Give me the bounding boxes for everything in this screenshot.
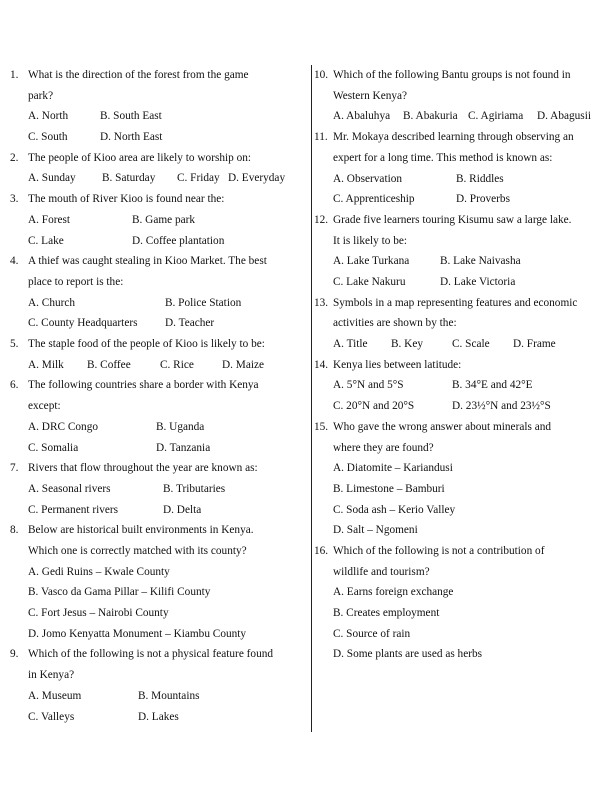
answer-option[interactable]: C. Apprenticeship	[333, 193, 415, 206]
question-1	[10, 65, 302, 148]
question-text: The following countries share a border with Kenya	[28, 379, 259, 392]
question-15	[314, 417, 608, 541]
answer-option[interactable]: D. Delta	[163, 503, 202, 516]
question-number: 5.	[10, 338, 19, 351]
answer-option[interactable]: B. Vasco da Gama Pillar – Kilifi County	[28, 586, 211, 599]
option-row	[10, 624, 302, 645]
option-row	[314, 272, 608, 293]
option-row	[314, 106, 608, 127]
question-text: Who gave the wrong answer about minerals and	[333, 420, 552, 433]
option-row	[10, 127, 302, 148]
option-row	[10, 231, 302, 252]
answer-option[interactable]: B. Key	[391, 338, 424, 351]
answer-option[interactable]: B. Mountains	[138, 689, 200, 702]
answer-option[interactable]: B. Game park	[132, 213, 196, 226]
answer-option[interactable]: B. Saturday	[102, 172, 156, 185]
question-number: 16.	[314, 544, 329, 557]
answer-option[interactable]: B. Creates employment	[333, 607, 440, 620]
option-row	[314, 500, 608, 521]
answer-option[interactable]: B. Limestone – Bamburi	[333, 482, 445, 495]
question-2	[10, 148, 302, 189]
question-10	[314, 65, 608, 127]
question-4	[10, 251, 302, 334]
question-text-continued: park?	[28, 89, 54, 102]
answer-option[interactable]: C. County Headquarters	[28, 317, 138, 330]
question-number: 1.	[10, 69, 19, 81]
option-row	[314, 458, 608, 479]
question-text: Rivers that flow throughout the year are known as:	[28, 462, 258, 475]
question-text: Below are historical built environments in Kenya.	[28, 524, 254, 537]
option-row	[10, 438, 302, 459]
option-row	[314, 169, 608, 190]
option-row	[10, 582, 302, 603]
answer-option[interactable]: D. Jomo Kenyatta Monument – Kiambu County	[28, 627, 247, 640]
option-row	[10, 707, 302, 728]
option-row	[10, 500, 302, 521]
answer-option[interactable]: A. Sunday	[28, 172, 76, 185]
question-6	[10, 375, 302, 458]
question-13	[314, 293, 608, 355]
question-7	[10, 458, 302, 520]
option-row	[10, 686, 302, 707]
answer-option[interactable]: C. Valleys	[28, 710, 75, 723]
option-row	[10, 417, 302, 438]
answer-option[interactable]: C. 20°N and 20°S	[333, 400, 415, 413]
answer-option[interactable]: B. Tributaries	[163, 482, 226, 495]
option-row	[10, 293, 302, 314]
question-text: Kenya lies between latitude:	[333, 358, 462, 371]
question-text: Symbols in a map representing features and economic	[333, 296, 578, 309]
question-text-continued: where they are found?	[333, 441, 434, 454]
answer-option[interactable]: B. 34°E and 42°E	[452, 379, 533, 392]
question-number: 11.	[314, 131, 328, 144]
question-14	[314, 355, 608, 417]
question-number: 13.	[314, 296, 329, 309]
question-number: 8.	[10, 524, 19, 537]
question-text-continued: It is likely to be:	[333, 234, 408, 247]
option-row	[314, 624, 608, 645]
question-text: Which of the following is not a physical feature found	[28, 648, 274, 661]
option-row	[10, 168, 302, 189]
answer-option[interactable]: A. Forest	[28, 213, 71, 226]
question-number: 6.	[10, 379, 19, 392]
question-9	[10, 644, 302, 727]
option-row	[10, 313, 302, 334]
answer-option[interactable]: B. Police Station	[165, 296, 242, 309]
answer-option[interactable]: A. Observation	[333, 172, 403, 185]
answer-option[interactable]: D. Lakes	[138, 710, 179, 723]
answer-option[interactable]: D. Some plants are used as herbs	[333, 648, 483, 661]
question-number: 14.	[314, 358, 329, 371]
question-text-continued: Which one is correctly matched with its county?	[28, 544, 247, 557]
answer-option[interactable]: A. Milk	[28, 358, 64, 371]
question-text-continued: Western Kenya?	[333, 89, 408, 102]
answer-option[interactable]: A. Museum	[28, 689, 82, 702]
answer-option[interactable]: D. Proverbs	[456, 193, 510, 206]
answer-option[interactable]: C. Somalia	[28, 441, 79, 454]
answer-option[interactable]: D. Salt – Ngomeni	[333, 524, 418, 537]
answer-option[interactable]: D. 23½°N and 23½°S	[452, 400, 551, 413]
question-3	[10, 189, 302, 251]
answer-option[interactable]: A. Church	[28, 296, 76, 309]
option-row	[314, 479, 608, 500]
question-text: Which of the following is not a contribution of	[333, 544, 545, 557]
question-text-continued: activities are shown by the:	[333, 317, 457, 330]
column-divider	[311, 65, 312, 732]
option-row	[10, 355, 302, 376]
answer-option[interactable]: D. Tanzania	[156, 441, 211, 454]
answer-option[interactable]: A. 5°N and 5°S	[333, 379, 404, 392]
question-text: What is the direction of the forest from the game	[28, 69, 249, 81]
answer-option[interactable]: A. Seasonal rivers	[28, 482, 111, 495]
question-number: 9.	[10, 648, 19, 661]
question-text-continued: place to report is the:	[28, 275, 124, 288]
answer-option[interactable]: A. Earns foreign exchange	[333, 586, 454, 599]
answer-option[interactable]: D. Maize	[222, 358, 265, 371]
answer-option[interactable]: C. Agiriama	[468, 110, 524, 123]
answer-option[interactable]: B. Abakuria	[403, 110, 458, 123]
option-row	[314, 644, 608, 665]
answer-option[interactable]: D. Teacher	[165, 317, 215, 330]
answer-option[interactable]: A. Lake Turkana	[333, 255, 410, 268]
option-row	[314, 375, 608, 396]
answer-option[interactable]: A. North	[28, 110, 69, 123]
answer-option[interactable]: C. Fort Jesus – Nairobi County	[28, 607, 169, 620]
option-row	[10, 210, 302, 231]
answer-option[interactable]: C. Friday	[177, 172, 220, 185]
question-text: The mouth of River Kioo is found near the:	[28, 193, 225, 206]
answer-option[interactable]: B. Uganda	[156, 420, 205, 433]
question-8	[10, 520, 302, 644]
answer-option[interactable]: A. Title	[333, 338, 368, 351]
answer-option[interactable]: B. Lake Naivasha	[440, 255, 521, 268]
answer-option[interactable]: B. Riddles	[456, 172, 504, 185]
question-12	[314, 210, 608, 293]
option-row	[314, 251, 608, 272]
question-number: 2.	[10, 151, 19, 164]
answer-option[interactable]: D. Coffee plantation	[132, 234, 225, 247]
option-row	[314, 520, 608, 541]
question-text: Which of the following Bantu groups is not found in	[333, 69, 571, 81]
question-text: Mr. Mokaya described learning through observing an	[333, 131, 574, 144]
answer-option[interactable]: D. Lake Victoria	[440, 275, 516, 288]
answer-option[interactable]: A. Abaluhya	[333, 110, 391, 123]
answer-option[interactable]: D. Everyday	[228, 172, 286, 185]
question-text: The staple food of the people of Kioo is likely to be:	[28, 338, 265, 351]
answer-option[interactable]: C. Soda ash – Kerio Valley	[333, 503, 456, 516]
question-16	[314, 541, 608, 665]
option-row	[314, 334, 608, 355]
answer-option[interactable]: B. Coffee	[87, 358, 131, 371]
option-row	[314, 603, 608, 624]
question-text: The people of Kioo area are likely to worship on:	[28, 151, 252, 164]
question-text-continued: expert for a long time. This method is known as:	[333, 151, 553, 164]
question-number: 4.	[10, 255, 19, 268]
answer-option[interactable]: C. Scale	[452, 338, 490, 351]
answer-option[interactable]: B. South East	[100, 110, 162, 123]
answer-option[interactable]: D. Abagusii	[537, 110, 591, 123]
answer-option[interactable]: D. Frame	[513, 338, 556, 351]
answer-option[interactable]: C. Rice	[160, 358, 194, 371]
question-number: 12.	[314, 213, 329, 226]
question-text: Grade five learners touring Kisumu saw a large lake.	[333, 213, 572, 226]
question-11	[314, 127, 608, 210]
option-row	[10, 603, 302, 624]
question-text: A thief was caught stealing in Kioo Market. The best	[28, 255, 267, 268]
question-text-continued: except:	[28, 400, 61, 413]
question-text-continued: in Kenya?	[28, 669, 75, 682]
option-row	[314, 582, 608, 603]
question-number: 7.	[10, 462, 19, 475]
answer-option[interactable]: A. DRC Congo	[28, 420, 98, 433]
option-row	[314, 189, 608, 210]
answer-option[interactable]: A. Gedi Ruins – Kwale County	[28, 565, 170, 578]
answer-option[interactable]: C. Lake	[28, 234, 64, 247]
option-row	[314, 396, 608, 417]
answer-option[interactable]: D. North East	[100, 131, 163, 144]
option-row	[10, 106, 302, 127]
right-question-column	[314, 65, 608, 665]
left-question-column	[10, 65, 302, 727]
answer-option[interactable]: C. South	[28, 131, 68, 144]
answer-option[interactable]: C. Permanent rivers	[28, 503, 119, 516]
question-number: 10.	[314, 69, 329, 81]
answer-option[interactable]: A. Diatomite – Kariandusi	[333, 462, 453, 475]
answer-option[interactable]: C. Lake Nakuru	[333, 275, 406, 288]
option-row	[10, 479, 302, 500]
option-row	[10, 562, 302, 583]
question-5	[10, 334, 302, 375]
question-number: 3.	[10, 193, 19, 206]
question-text-continued: wildlife and tourism?	[333, 565, 430, 578]
question-number: 15.	[314, 420, 329, 433]
answer-option[interactable]: C. Source of rain	[333, 627, 411, 640]
